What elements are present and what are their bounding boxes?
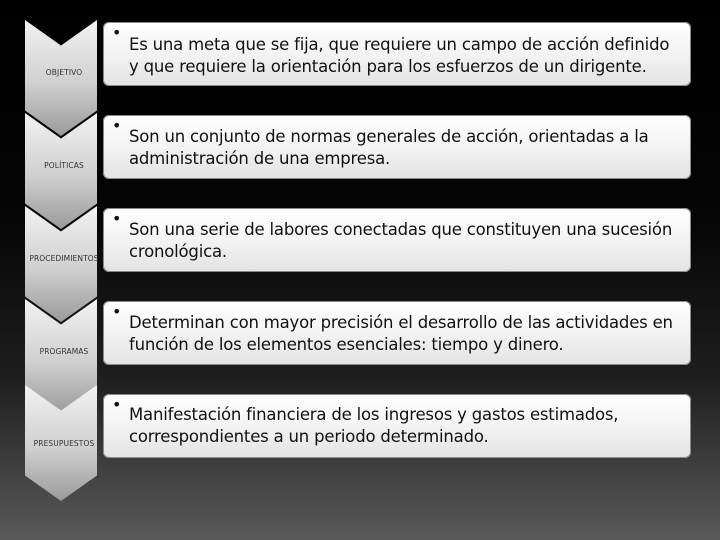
bullet-icon: • xyxy=(112,209,122,228)
description-item xyxy=(103,394,691,448)
description-box-objetivo xyxy=(103,22,691,86)
description-text: Son una serie de labores conectadas que constituyen una sucesión cronológica. xyxy=(129,220,673,261)
description-box-programas xyxy=(103,301,691,365)
description-box-procedimientos xyxy=(103,208,691,272)
chevron-label-politicas: POLÍTICAS xyxy=(44,161,84,170)
chevron-label-objetivo: OBJETIVO xyxy=(45,68,83,77)
description-item xyxy=(103,22,691,78)
description-text: Manifestación financiera de los ingresos y gastos estimados, correspondientes a un periodo determinado. xyxy=(129,405,619,446)
description-text: Determinan con mayor precisión el desarrollo de las actividades en función de los elementos esenciales: tiempo y dinero. xyxy=(129,313,673,354)
description-item xyxy=(103,301,691,356)
chevron-label-programas: PROGRAMAS xyxy=(39,347,89,356)
chevron-label-presupuestos: PRESUPUESTOS xyxy=(33,439,95,448)
bullet-icon: • xyxy=(112,23,122,42)
description-box-politicas xyxy=(103,115,691,179)
description-text: Es una meta que se fija, que requiere un campo de acción definido y que requiere la orientación para los esfuerzos de un dirigente. xyxy=(129,35,670,76)
description-item xyxy=(103,115,691,170)
description-box-presupuestos xyxy=(103,394,691,458)
description-text: Son un conjunto de normas generales de acción, orientadas a la administración de una empresa. xyxy=(129,127,649,168)
bullet-icon: • xyxy=(112,395,122,414)
chevron-label-procedimientos: PROCEDIMIENTOS xyxy=(29,254,99,263)
bullet-icon: • xyxy=(112,302,122,321)
chevron-objetivo xyxy=(25,20,97,136)
description-item xyxy=(103,208,691,263)
bullet-icon: • xyxy=(112,116,122,135)
